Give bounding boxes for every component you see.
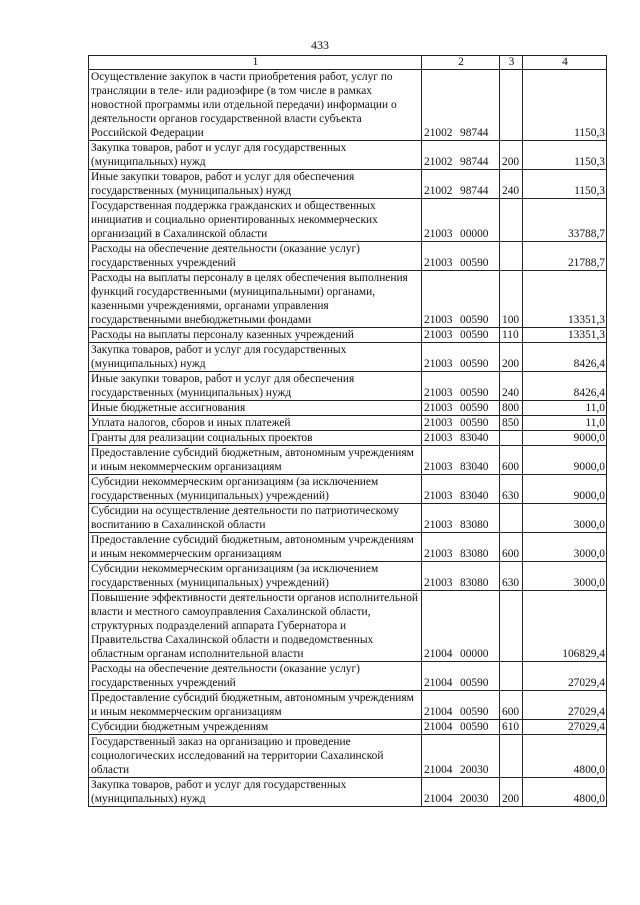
row-name: Предоставление субсидий бюджетным, автономным учреждениям и иным некоммерческим организациям <box>89 533 422 562</box>
row-sum: 4800,0 <box>523 735 607 778</box>
row-code <box>422 170 500 199</box>
row-expense-type <box>500 504 523 533</box>
table-header-row <box>89 56 607 70</box>
column-header: 2 <box>422 56 500 70</box>
table-row <box>89 562 607 591</box>
row-code-program: 21002 <box>424 156 453 168</box>
row-code <box>422 446 500 475</box>
row-expense-type <box>500 735 523 778</box>
row-code-direction: 83040 <box>460 461 489 473</box>
row-expense-type <box>500 431 523 446</box>
row-sum: 33788,7 <box>523 199 607 242</box>
row-code <box>422 328 500 343</box>
table-row <box>89 271 607 328</box>
row-code-direction: 20030 <box>460 764 489 776</box>
column-header: 1 <box>89 56 422 70</box>
row-name: Уплата налогов, сборов и иных платежей <box>89 416 422 431</box>
row-sum: 9000,0 <box>523 446 607 475</box>
row-code-direction: 00590 <box>460 721 489 733</box>
row-sum: 3000,0 <box>523 562 607 591</box>
row-code-program: 21004 <box>424 721 453 733</box>
row-code <box>422 401 500 416</box>
row-sum: 8426,4 <box>523 372 607 401</box>
page-number: 433 <box>311 38 329 52</box>
table-row <box>89 778 607 807</box>
row-expense-type: 600 <box>500 446 523 475</box>
row-name: Закупка товаров, работ и услуг для государственных (муниципальных) нужд <box>89 778 422 807</box>
row-code <box>422 199 500 242</box>
row-sum: 21788,7 <box>523 242 607 271</box>
row-name: Осуществление закупок в части приобретения работ, услуг по трансляции в теле- или радиоэфире (в том числе в рамках новостной программы или отдельной передачи) информации о деятельности органов государственной власти субъекта Российской Федерации <box>89 70 422 141</box>
row-name: Повышение эффективности деятельности органов исполнительной власти и местного самоуправления Сахалинской области, структурных подразделений аппарата Губернатора и Правительства Сахалинской области и подведомственных областным органам исполнительной власти <box>89 591 422 662</box>
row-expense-type: 630 <box>500 475 523 504</box>
row-sum: 13351,3 <box>523 271 607 328</box>
row-name: Расходы на обеспечение деятельности (оказание услуг) государственных учреждений <box>89 662 422 691</box>
row-code <box>422 475 500 504</box>
table-row <box>89 691 607 720</box>
row-name: Субсидии бюджетным учреждениям <box>89 720 422 735</box>
row-code-program: 21004 <box>424 706 453 718</box>
row-code-direction: 00000 <box>460 228 489 240</box>
row-code <box>422 242 500 271</box>
row-sum: 27029,4 <box>523 691 607 720</box>
row-expense-type <box>500 70 523 141</box>
row-code <box>422 416 500 431</box>
row-code-direction: 00590 <box>460 402 489 414</box>
row-expense-type: 610 <box>500 720 523 735</box>
table-row <box>89 372 607 401</box>
row-code <box>422 691 500 720</box>
row-code <box>422 778 500 807</box>
row-code-program: 21004 <box>424 648 453 660</box>
row-code-program: 21003 <box>424 257 453 269</box>
row-sum: 4800,0 <box>523 778 607 807</box>
row-code <box>422 70 500 141</box>
row-code <box>422 372 500 401</box>
row-code <box>422 271 500 328</box>
table-row <box>89 328 607 343</box>
row-name: Расходы на выплаты персоналу в целях обеспечения выполнения функций государственными (муниципальными) органами, казенными учреждениями, органами управления государственными внебюджетными фондами <box>89 271 422 328</box>
row-code <box>422 504 500 533</box>
row-code-direction: 83080 <box>460 577 489 589</box>
table-row <box>89 170 607 199</box>
table-row <box>89 242 607 271</box>
row-name: Предоставление субсидий бюджетным, автономным учреждениям и иным некоммерческим организациям <box>89 691 422 720</box>
row-expense-type: 800 <box>500 401 523 416</box>
row-sum: 1150,3 <box>523 170 607 199</box>
row-name: Субсидии некоммерческим организациям (за исключением государственных (муниципальных) учреждений) <box>89 475 422 504</box>
row-code-direction: 83080 <box>460 548 489 560</box>
row-expense-type: 240 <box>500 372 523 401</box>
row-sum: 9000,0 <box>523 475 607 504</box>
row-code-program: 21003 <box>424 329 453 341</box>
row-code <box>422 662 500 691</box>
row-name: Гранты для реализации социальных проектов <box>89 431 422 446</box>
row-code-program: 21002 <box>424 127 453 139</box>
row-code <box>422 431 500 446</box>
row-code-direction: 00000 <box>460 648 489 660</box>
row-sum: 8426,4 <box>523 343 607 372</box>
row-code-program: 21003 <box>424 519 453 531</box>
row-code-direction: 00590 <box>460 387 489 399</box>
row-code <box>422 720 500 735</box>
row-code-direction: 00590 <box>460 314 489 326</box>
row-code-program: 21003 <box>424 228 453 240</box>
table-row <box>89 431 607 446</box>
table-row <box>89 401 607 416</box>
table-row <box>89 70 607 141</box>
row-code <box>422 735 500 778</box>
row-name: Иные закупки товаров, работ и услуг для обеспечения государственных (муниципальных) нужд <box>89 372 422 401</box>
row-code-program: 21003 <box>424 402 453 414</box>
row-expense-type <box>500 242 523 271</box>
table-row <box>89 735 607 778</box>
table-row <box>89 141 607 170</box>
row-name: Иные закупки товаров, работ и услуг для обеспечения государственных (муниципальных) нужд <box>89 170 422 199</box>
row-expense-type: 600 <box>500 691 523 720</box>
row-expense-type: 200 <box>500 343 523 372</box>
row-code-program: 21003 <box>424 417 453 429</box>
row-sum: 27029,4 <box>523 720 607 735</box>
row-expense-type: 200 <box>500 778 523 807</box>
row-code-direction: 83040 <box>460 432 489 444</box>
table-row <box>89 591 607 662</box>
row-name: Расходы на обеспечение деятельности (оказание услуг) государственных учреждений <box>89 242 422 271</box>
row-name: Государственная поддержка гражданских и общественных инициатив и социально ориентированных некоммерческих организаций в Сахалинской области <box>89 199 422 242</box>
row-code-direction: 00590 <box>460 257 489 269</box>
row-expense-type: 240 <box>500 170 523 199</box>
row-sum: 106829,4 <box>523 591 607 662</box>
row-code-program: 21002 <box>424 185 453 197</box>
table-row <box>89 720 607 735</box>
row-code-direction: 00590 <box>460 329 489 341</box>
table-row <box>89 199 607 242</box>
row-code-direction: 00590 <box>460 677 489 689</box>
row-code-program: 21003 <box>424 432 453 444</box>
table-row <box>89 475 607 504</box>
row-code-direction: 83080 <box>460 519 489 531</box>
row-name: Субсидии на осуществление деятельности по патриотическому воспитанию в Сахалинской области <box>89 504 422 533</box>
row-name: Государственный заказ на организацию и проведение социологических исследований на территории Сахалинской области <box>89 735 422 778</box>
table-row <box>89 343 607 372</box>
row-sum: 1150,3 <box>523 141 607 170</box>
row-code-direction: 98744 <box>460 127 489 139</box>
row-name: Иные бюджетные ассигнования <box>89 401 422 416</box>
row-code <box>422 343 500 372</box>
row-code-program: 21003 <box>424 577 453 589</box>
row-expense-type: 630 <box>500 562 523 591</box>
row-code-program: 21004 <box>424 793 453 805</box>
row-name: Субсидии некоммерческим организациям (за исключением государственных (муниципальных) учреждений) <box>89 562 422 591</box>
row-code-direction: 00590 <box>460 358 489 370</box>
row-code-direction: 98744 <box>460 156 489 168</box>
row-code-program: 21003 <box>424 314 453 326</box>
row-code <box>422 141 500 170</box>
row-sum: 1150,3 <box>523 70 607 141</box>
row-code-program: 21003 <box>424 387 453 399</box>
row-code-program: 21003 <box>424 548 453 560</box>
row-name: Расходы на выплаты персоналу казенных учреждений <box>89 328 422 343</box>
row-expense-type <box>500 591 523 662</box>
row-sum: 3000,0 <box>523 533 607 562</box>
column-header: 3 <box>500 56 523 70</box>
row-sum: 11,0 <box>523 416 607 431</box>
table-row <box>89 504 607 533</box>
row-code <box>422 562 500 591</box>
row-sum: 9000,0 <box>523 431 607 446</box>
row-code-direction: 00590 <box>460 417 489 429</box>
row-code-direction: 98744 <box>460 185 489 197</box>
row-sum: 13351,3 <box>523 328 607 343</box>
row-sum: 27029,4 <box>523 662 607 691</box>
row-sum: 11,0 <box>523 401 607 416</box>
row-code <box>422 533 500 562</box>
row-code-program: 21003 <box>424 358 453 370</box>
table-row <box>89 416 607 431</box>
row-expense-type: 100 <box>500 271 523 328</box>
row-expense-type: 110 <box>500 328 523 343</box>
row-expense-type <box>500 199 523 242</box>
row-expense-type: 850 <box>500 416 523 431</box>
row-sum: 3000,0 <box>523 504 607 533</box>
row-code-program: 21004 <box>424 764 453 776</box>
row-expense-type: 600 <box>500 533 523 562</box>
row-name: Предоставление субсидий бюджетным, автономным учреждениям и иным некоммерческим организациям <box>89 446 422 475</box>
column-header: 4 <box>523 56 607 70</box>
row-code-direction: 83040 <box>460 490 489 502</box>
row-code-program: 21004 <box>424 677 453 689</box>
table-row <box>89 662 607 691</box>
table-row <box>89 446 607 475</box>
row-name: Закупка товаров, работ и услуг для государственных (муниципальных) нужд <box>89 141 422 170</box>
row-code-program: 21003 <box>424 490 453 502</box>
row-code-direction: 00590 <box>460 706 489 718</box>
budget-table <box>88 55 607 807</box>
row-code-direction: 20030 <box>460 793 489 805</box>
row-expense-type <box>500 662 523 691</box>
row-expense-type: 200 <box>500 141 523 170</box>
row-name: Закупка товаров, работ и услуг для государственных (муниципальных) нужд <box>89 343 422 372</box>
table-row <box>89 533 607 562</box>
row-code <box>422 591 500 662</box>
row-code-program: 21003 <box>424 461 453 473</box>
